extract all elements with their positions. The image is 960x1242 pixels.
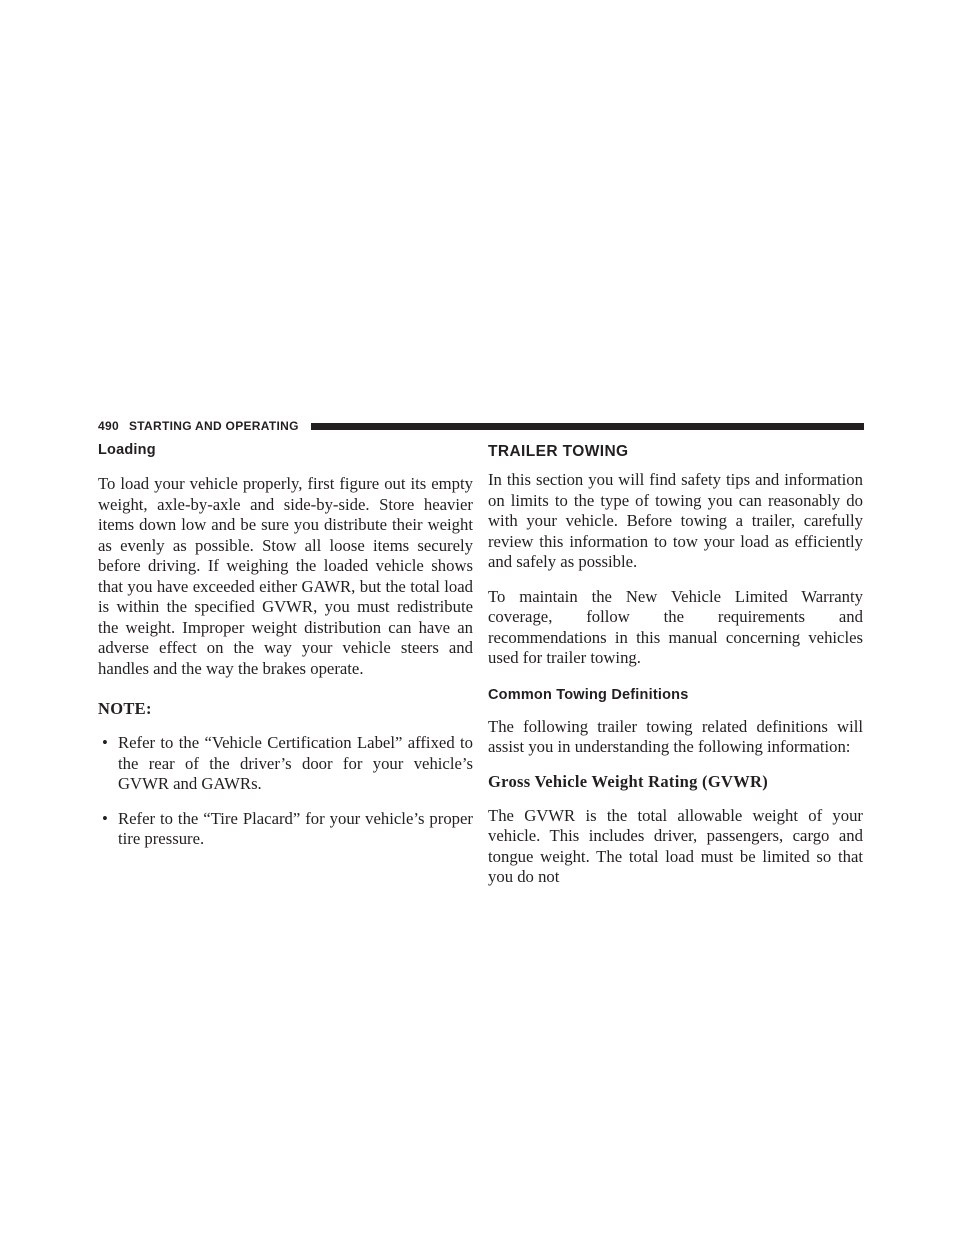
section-title: STARTING AND OPERATING xyxy=(129,419,299,433)
list-item: • Refer to the “Vehicle Certification Label” affixed to the rear of the driver’s door for your vehicle’s GVWR and GAWRs. xyxy=(98,733,473,795)
gvwr-paragraph: The GVWR is the total allowable weight of your vehicle. This includes driver, passengers, cargo and tongue weight. The total load must be limited so that you do not xyxy=(488,805,863,886)
page-number: 490 xyxy=(98,419,119,433)
gvwr-heading: Gross Vehicle Weight Rating (GVWR) xyxy=(488,771,769,791)
towing-paragraph-2: To maintain the New Vehicle Limited Warranty coverage, follow the requirements and recommendations in this manual concerning vehicles used for trailer towing. xyxy=(488,586,863,667)
page-header xyxy=(98,419,864,435)
trailer-towing-heading: TRAILER TOWING xyxy=(488,443,629,460)
list-item: • Refer to the “Tire Placard” for your vehicle’s proper tire pressure. xyxy=(98,809,473,850)
definitions-paragraph: The following trailer towing related definitions will assist you in understanding the following information: xyxy=(488,716,863,756)
right-column xyxy=(488,440,863,888)
loading-paragraph: To load your vehicle properly, first figure out its empty weight, axle-by-axle and side-by-side. Store heavier items down low and be sure you distribute their weight as evenly as possible. Stow all loose items securely before driving. If weighing the loaded vehicle shows that you have exceeded either GAWR, but the total load is within the specified GVWR, you must redistribute the weight. Improper weight distribution can have an adverse effect on the way your vehicle steers and handles and the way the brakes operate. xyxy=(98,474,473,678)
left-column xyxy=(98,440,473,850)
towing-paragraph-1: In this section you will find safety tips and information on limits to the type of towing you can reasonably do with your vehicle. Before towing a trailer, carefully review this information to tow your load as efficiently and safely as possible. xyxy=(488,470,863,571)
note-list xyxy=(98,733,473,850)
common-towing-definitions-heading: Common Towing Definitions xyxy=(488,686,689,703)
note-label: NOTE: xyxy=(98,699,152,718)
header-rule xyxy=(311,423,864,430)
loading-heading: Loading xyxy=(98,442,156,458)
